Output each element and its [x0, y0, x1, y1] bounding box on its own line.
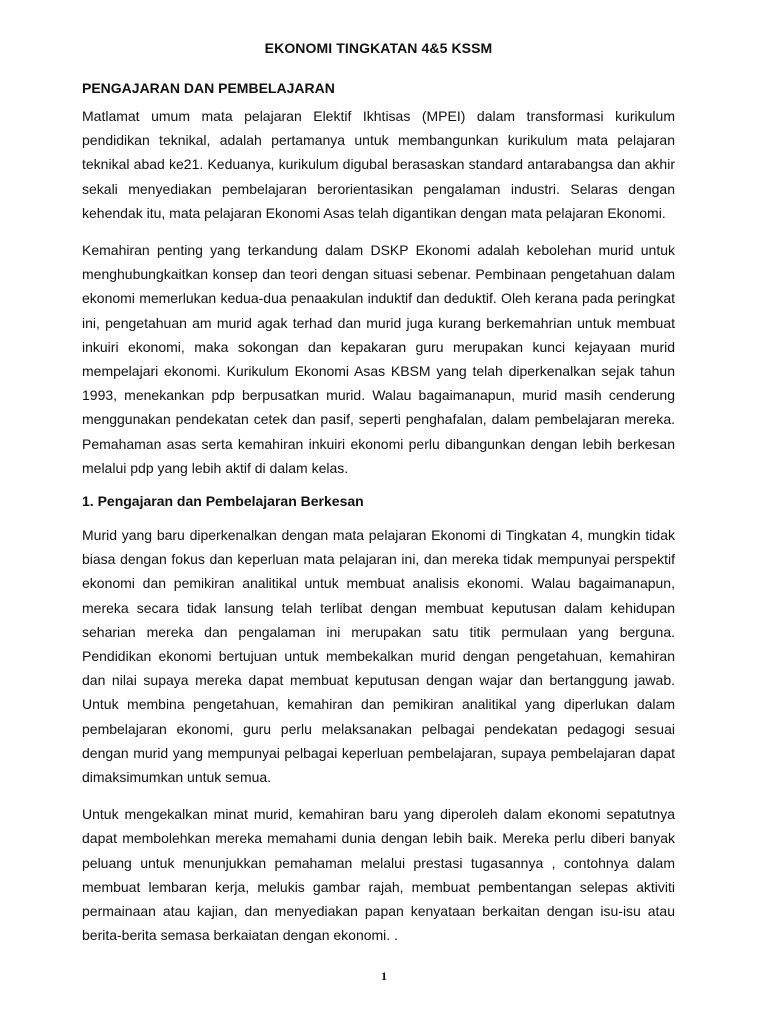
- document-page: [82, 40, 675, 961]
- document-title: EKONOMI TINGKATAN 4&5 KSSM: [264, 40, 493, 56]
- paragraph-1: Matlamat umum mata pelajaran Elektif Ikhtisas (MPEI) dalam transformasi kurikulum pendidikan teknikal, adalah pertamanya untuk membangunkan kurikulum mata pelajaran teknikal abad ke21. Keduanya, kurikulum digubal berasaskan standard antarabangsa dan akhir sekali menyediakan pembelajaran berorientasikan pengalaman industri. Selaras dengan kehendak itu, mata pelajaran Ekonomi Asas telah digantikan dengan mata pelajaran Ekonomi.: [82, 108, 675, 221]
- subsection-heading: 1. Pengajaran dan Pembelajaran Berkesan: [82, 493, 364, 510]
- paragraph-2: Kemahiran penting yang terkandung dalam DSKP Ekonomi adalah kebolehan murid untuk menghubungkaitkan konsep dan teori dengan situasi sebenar. Pembinaan pengetahuan dalam ekonomi memerlukan kedua-dua penaakulan induktif dan deduktif. Oleh kerana pada peringkat ini, pengetahuan am murid agak terhad dan murid juga kurang berkemahrian untuk membuat inkuiri ekonomi, maka sokongan dan kepakaran guru merupakan kunci kejayaan murid mempelajari ekonomi. Kurikulum Ekonomi Asas KBSM yang telah diperkenalkan sejak tahun 1993, menekankan pdp berpusatkan murid. Walau bagaimanapun, murid masih cenderung menggunakan pendekatan cetek dan pasif, seperti penghafalan, dalam pembelajaran mereka. Pemahaman asas serta kemahiran inkuiri ekonomi perlu dibangunkan dengan lebih berkesan melalui pdp yang lebih aktif di dalam kelas.: [82, 242, 675, 476]
- subsection-paragraph-1: Murid yang baru diperkenalkan dengan mata pelajaran Ekonomi di Tingkatan 4, mungkin tidak biasa dengan fokus dan keperluan mata pelajaran ini, dan mereka tidak mempunyai perspektif ekonomi dan pemikiran analitikal untuk membuat analisis ekonomi. Walau bagaimanapun, mereka secara tidak lansung telah terlibat dengan membuat keputusan dalam kehidupan seharian mereka dan pengalaman ini merupakan satu titik permulaan yang berguna. Pendidikan ekonomi bertujuan untuk membekalkan murid dengan pengetahuan, kemahiran dan nilai supaya mereka dapat membuat keputusan dengan wajar dan bertanggung jawab. Untuk membina pengetahuan, kemahiran dan pemikiran analitikal yang diperlukan dalam pembelajaran ekonomi, guru perlu melaksanakan pelbagai pendekatan pedagogi sesuai dengan murid yang mempunyai pelbagai keperluan pembelajaran, supaya pembelajaran dapat dimaksimumkan untuk semua.: [82, 527, 675, 786]
- section-heading: PENGAJARAN DAN PEMBELAJARAN: [82, 80, 335, 96]
- page-number: 1: [381, 969, 387, 983]
- subsection-paragraph-2: Untuk mengekalkan minat murid, kemahiran baru yang diperoleh dalam ekonomi sepatutnya dapat membolehkan mereka memahami dunia dengan lebih baik. Mereka perlu diberi banyak peluang untuk menunjukkan pemahaman melalui prestasi tugasannya , contohnya dalam membuat lembaran kerja, melukis gambar rajah, membuat pembentangan selepas aktiviti permainaan atau kajian, dan menyediakan papan kenyataan berkaitan dengan isu-isu atau berita-berita semasa berkaiatan dengan ekonomi. .: [82, 806, 675, 944]
